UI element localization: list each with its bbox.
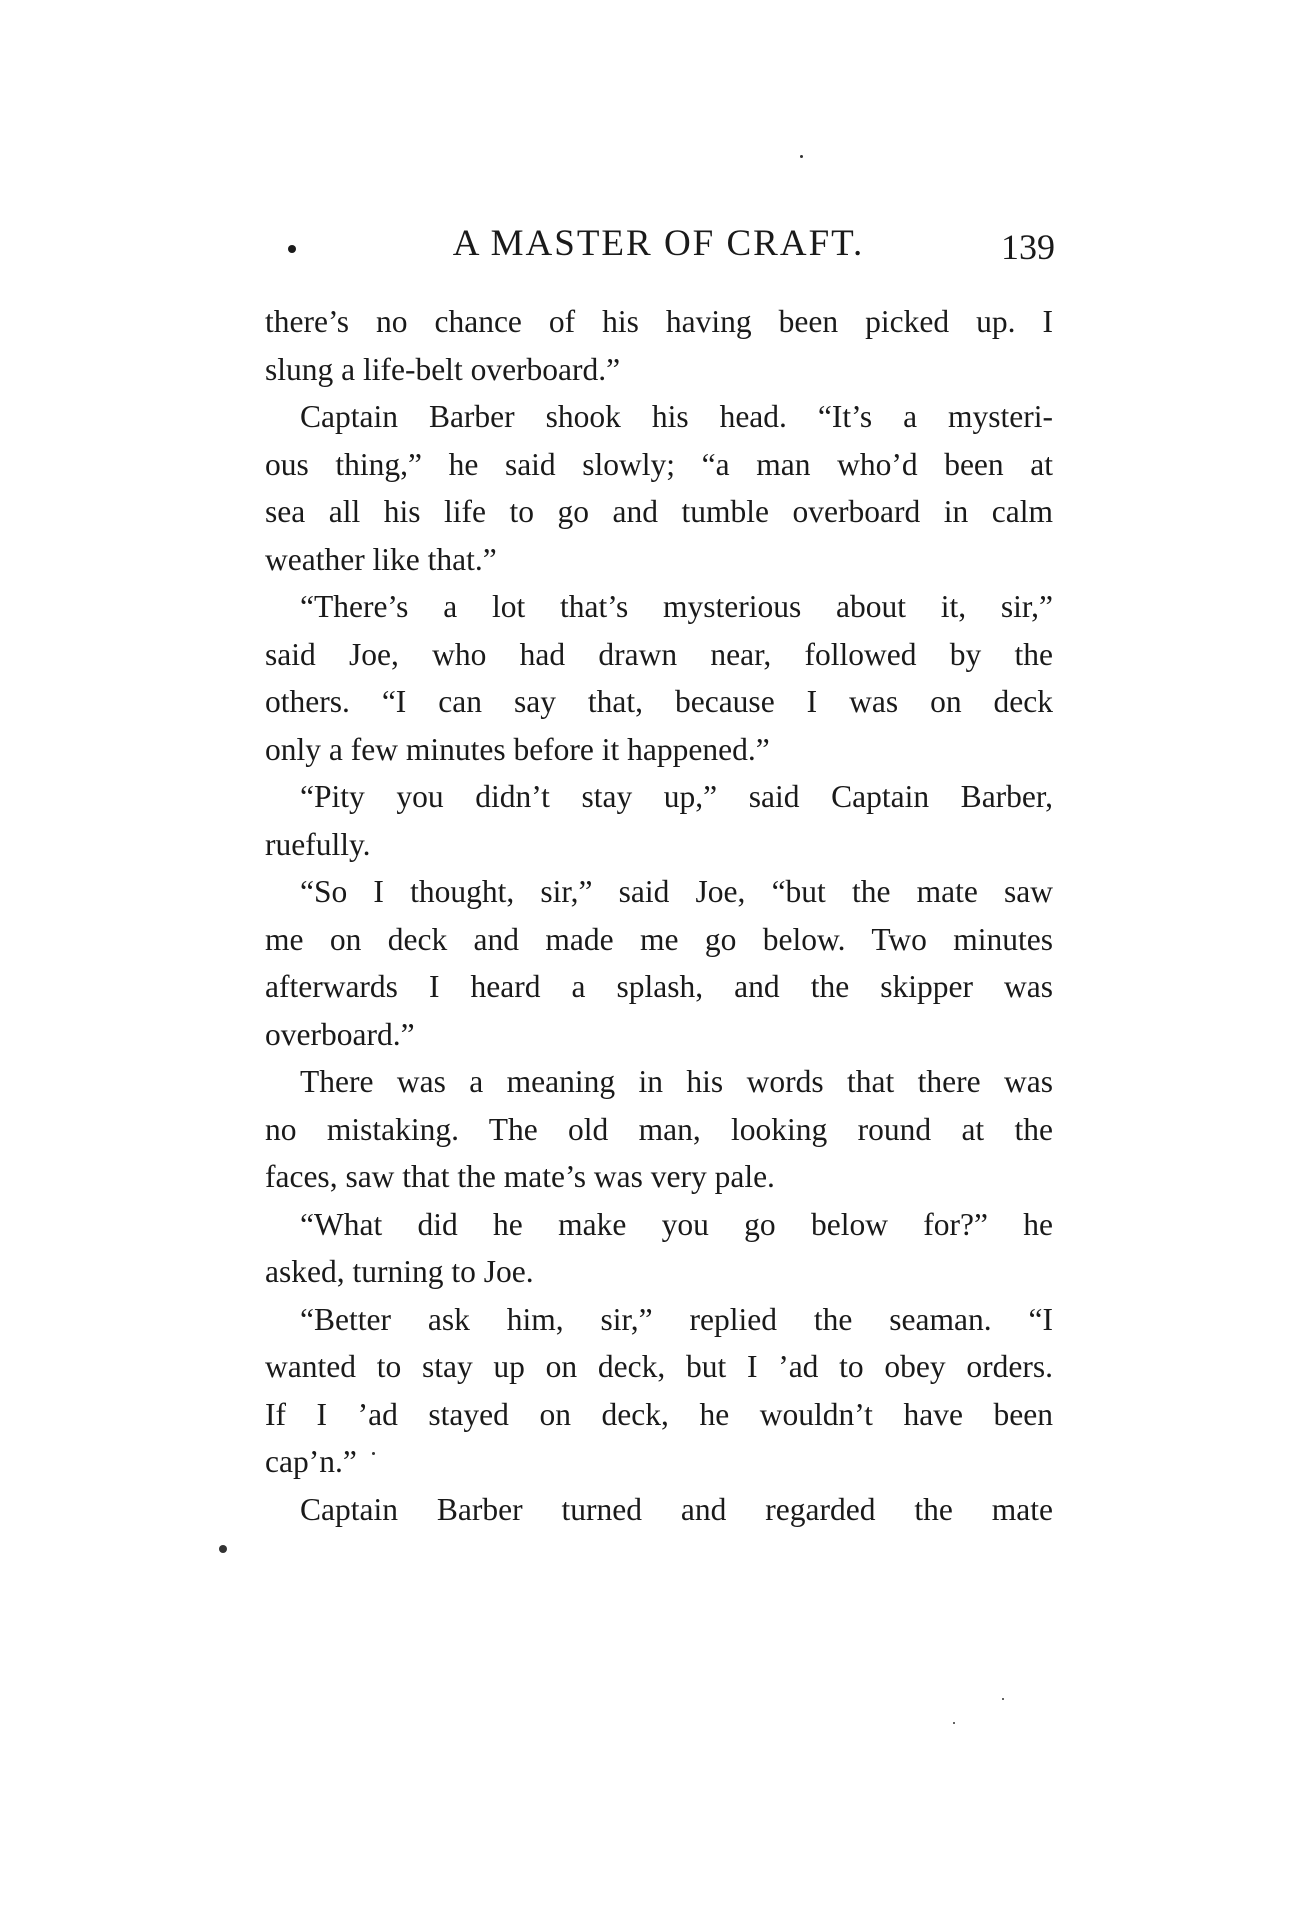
text-line: sea all his life to go and tumble overboard in calm: [265, 494, 1053, 529]
text-line: there’s no chance of his having been picked up. I: [265, 304, 1053, 339]
text-line: ruefully.: [265, 826, 371, 862]
ink-speck: [953, 1722, 955, 1724]
body-text: [265, 298, 1053, 1533]
text-line: “Better ask him, sir,” replied the seaman. “I: [300, 1301, 1053, 1337]
text-line: said Joe, who had drawn near, followed by the: [265, 636, 1053, 672]
ink-speck: [800, 155, 803, 158]
text-line: others. “I can say that, because I was on deck: [265, 684, 1053, 719]
text-line: only a few minutes before it happened.”: [265, 731, 770, 767]
text-line: overboard.”: [265, 1016, 415, 1052]
text-line: wanted to stay up on deck, but I ’ad to obey orders.: [265, 1349, 1053, 1384]
ink-speck: [1002, 1698, 1004, 1700]
text-line: afterwards I heard a splash, and the skipper was: [265, 969, 1053, 1004]
text-line: slung a life-belt overboard.”: [265, 351, 621, 387]
text-line: no mistaking. The old man, looking round at the: [265, 1111, 1053, 1147]
text-line: “Pity you didn’t stay up,” said Captain Barber,: [300, 779, 1053, 814]
page-number: 139: [1001, 227, 1055, 267]
text-line: ous thing,” he said slowly; “a man who’d been at: [265, 446, 1053, 482]
text-line: “There’s a lot that’s mysterious about it, sir,”: [300, 589, 1053, 624]
ink-speck: [372, 1452, 375, 1455]
text-line: If I ’ad stayed on deck, he wouldn’t have been: [265, 1396, 1053, 1432]
text-line: faces, saw that the mate’s was very pale.: [265, 1159, 775, 1194]
text-line: asked, turning to Joe.: [265, 1254, 534, 1289]
text-line: Captain Barber shook his head. “It’s a mysteri-: [300, 399, 1053, 434]
ink-speck: [219, 1545, 227, 1553]
page-header: [262, 222, 1055, 272]
running-title: A MASTER OF CRAFT.: [452, 223, 865, 264]
text-line: weather like that.”: [265, 541, 497, 577]
text-line: “What did he make you go below for?” he: [300, 1206, 1053, 1242]
text-line: me on deck and made me go below. Two minutes: [265, 921, 1053, 957]
text-line: There was a meaning in his words that there was: [300, 1064, 1053, 1099]
text-line: Captain Barber turned and regarded the mate: [300, 1491, 1053, 1527]
text-line: cap’n.”: [265, 1444, 357, 1479]
text-line: “So I thought, sir,” said Joe, “but the mate saw: [300, 874, 1053, 909]
